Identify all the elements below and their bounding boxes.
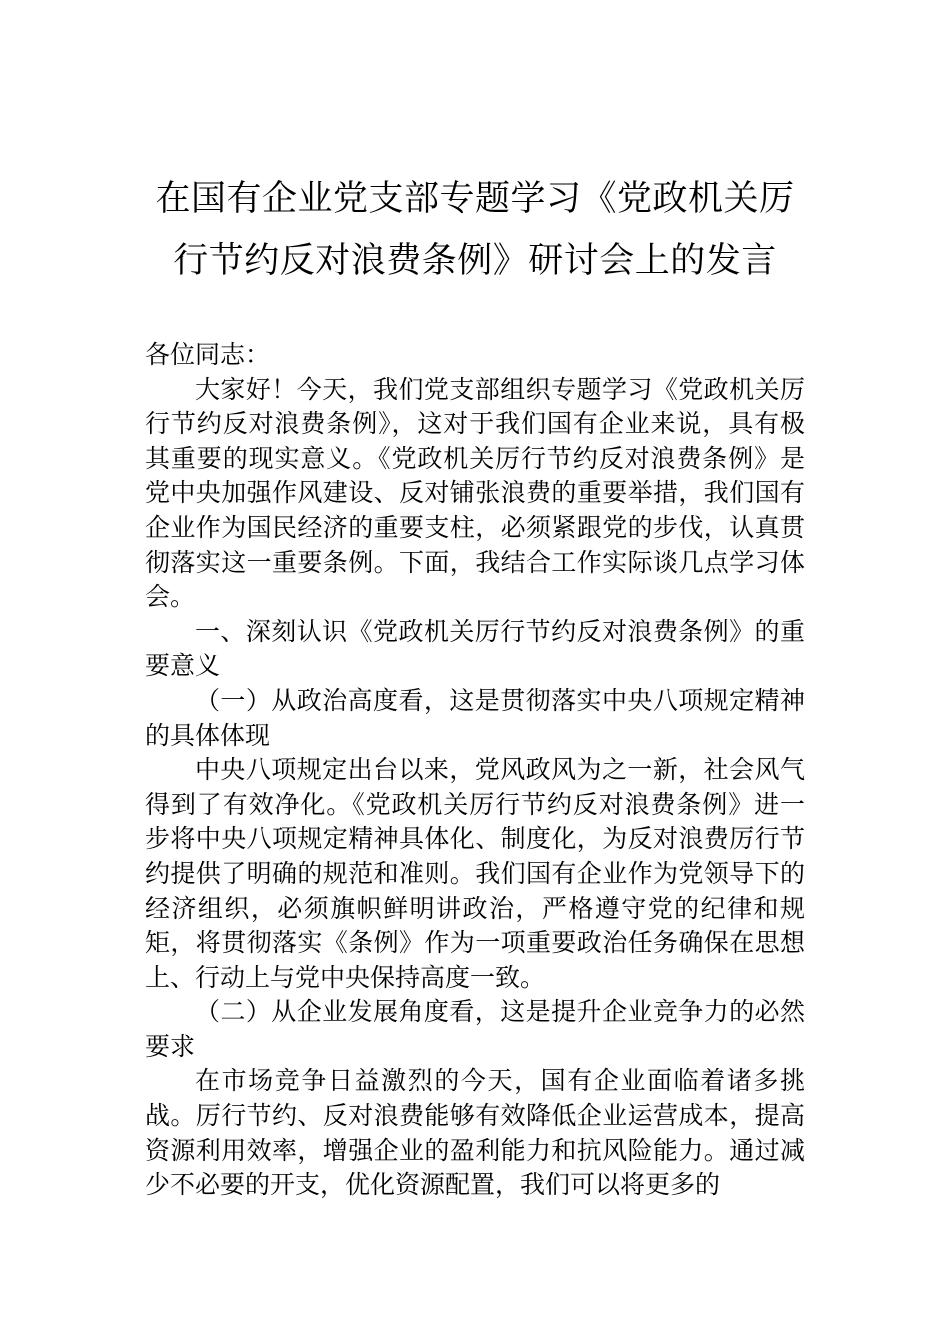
title-line-2: 行节约反对浪费条例》研讨会上的发言 xyxy=(173,241,777,281)
document-body xyxy=(145,338,805,1203)
salutation: 各位同志： xyxy=(145,340,271,369)
body-paragraph-1: 中央八项规定出台以来，党风政风为之一新，社会风气得到了有效净化。《党政机关厉行节约反对浪费条例》进一步将中央八项规定精神具体化、制度化，为反对浪费厉行节约提供了明确的规范和准则。我们国有企业作为党领导下的经济组织，必须旗帜鲜明讲政治，严格遵守党的纪律和规矩，将贯彻落实《条例》作为一项重要政治任务确保在思想上、行动上与党中央保持高度一致。 xyxy=(145,755,805,992)
section-heading-1: 一、深刻认识《党政机关厉行节约反对浪费条例》的重要意义 xyxy=(145,616,805,681)
subsection-heading-1: （一）从政治高度看，这是贯彻落实中央八项规定精神的具体体现 xyxy=(145,685,805,750)
title-line-1: 在国有企业党支部专题学习《党政机关厉 xyxy=(155,179,795,219)
subsection-heading-2: （二）从企业发展角度看，这是提升企业竞争力的必然要求 xyxy=(145,997,805,1061)
document-title xyxy=(100,168,850,292)
opening-paragraph: 大家好！今天，我们党支部组织专题学习《党政机关厉行节约反对浪费条例》，这对于我们国有企业来说，具有极其重要的现实意义。《党政机关厉行节约反对浪费条例》是党中央加强作风建设、反对铺张浪费的重要举措，我们国有企业作为国民经济的重要支柱，必须紧跟党的步伐，认真贯彻落实这一重要条例。下面，我结合工作实际谈几点学习体会。 xyxy=(145,374,805,612)
body-paragraph-2: 在市场竞争日益激烈的今天，国有企业面临着诸多挑战。厉行节约、反对浪费能够有效降低企业运营成本，提高资源利用效率，增强企业的盈利能力和抗风险能力。通过减少不必要的开支，优化资源配置，我们可以将更多的 xyxy=(145,1066,805,1200)
